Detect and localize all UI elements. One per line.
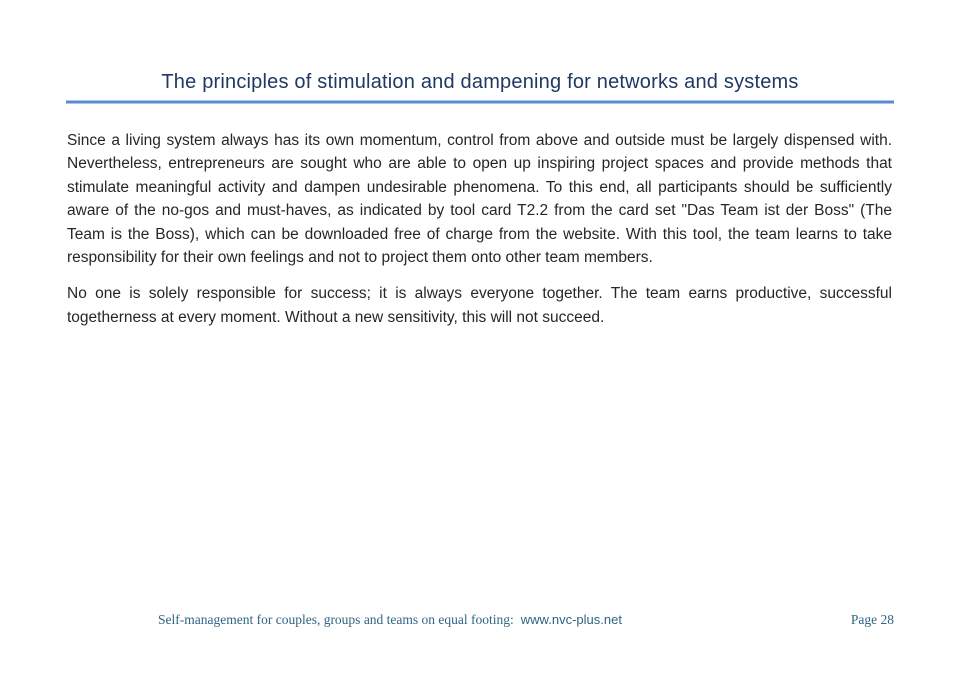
paragraph: Since a living system always has its own momentum, control from above and outside must be largely dispensed with. Nevertheless, entrepreneurs are sought who are able to open up inspiring project spaces and provide methods that stimulate meaningful activity and dampen undesirable phenomena. To this end, all participants should be sufficiently aware of the no-gos and must-haves, as indicated by tool card T2.2 from the card set "Das Team ist der Boss" (The Team is the Boss), which can be downloaded free of charge from the website. With this tool, the team learns to take responsibility for their own feelings and not to project them onto other team members.	[67, 132, 892, 267]
footer-text	[158, 612, 622, 628]
footer-caption: Self-management for couples, groups and teams on equal footing:	[158, 612, 514, 627]
title-underline	[66, 100, 894, 104]
body-text	[67, 129, 892, 342]
page-title: The principles of stimulation and dampening for networks and systems	[161, 71, 799, 93]
page-number: Page 28	[850, 612, 894, 627]
footer-url: www.nvc-plus.net	[520, 612, 622, 627]
paragraph: No one is solely responsible for success; it is always everyone together. The team earns productive, successful togetherness at every moment. Without a new sensitivity, this will not succeed.	[67, 285, 892, 326]
